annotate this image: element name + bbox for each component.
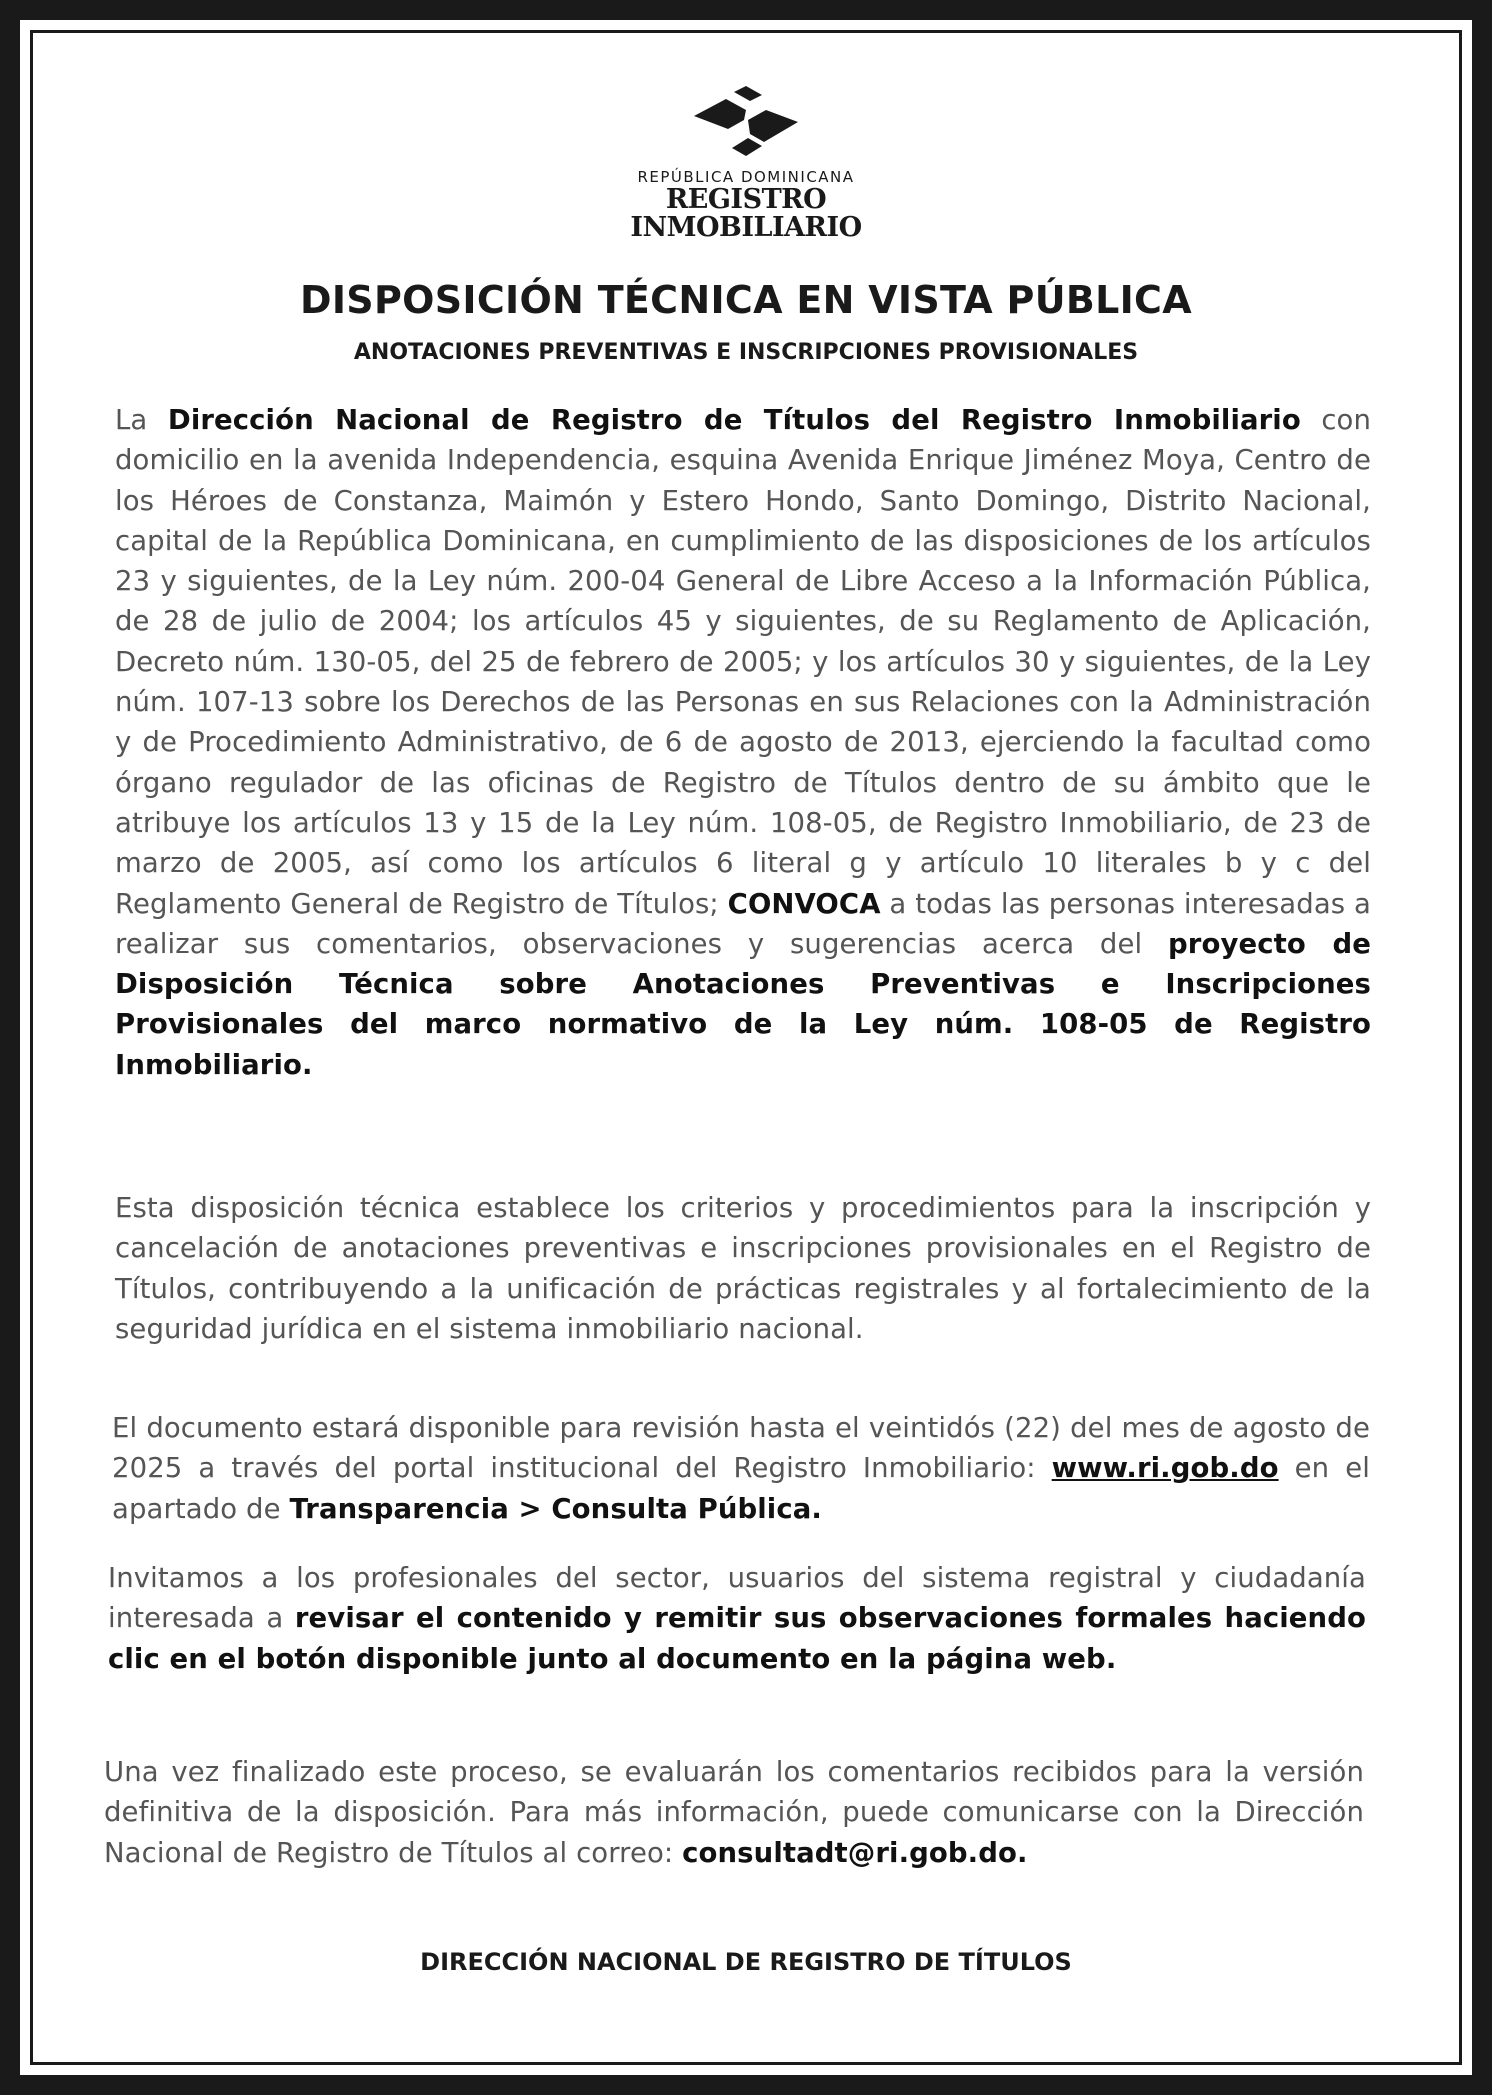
contact-email[interactable]: consultadt@ri.gob.do. — [682, 1836, 1028, 1869]
paragraph-invitation — [108, 1558, 1366, 1679]
p3-text-2: en el apartado de — [112, 1452, 1370, 1525]
paragraph-description: Esta disposición técnica establece los criterios y procedimientos para la inscripción y cancelación de anotaciones preventivas e inscripciones provisionales en el Registro de Títulos, contribuyendo a la unificación de prácticas registrales y al fortalecimiento de la seguridad jurídica en el sistema inmobiliario nacional. — [115, 1192, 1371, 1345]
signature: DIRECCIÓN NACIONAL DE REGISTRO DE TÍTULOS — [420, 1948, 1072, 1976]
p1-bold-1: Dirección Nacional de Registro de Títulos del Registro Inmobiliario — [167, 404, 1301, 436]
p1-bold-proyecto: proyecto de Disposición Técnica sobre Anotaciones Preventivas e Inscripciones Provisionales del marco normativo de la Ley núm. 108-05 de Registro Inmobiliario. — [115, 927, 1371, 1081]
paragraph-convocatoria — [115, 400, 1371, 1085]
p4-text-1: Invitamos a los profesionales del sector, usuarios del sistema registral y ciudadanía interesada a — [108, 1562, 1366, 1635]
logo — [0, 86, 1492, 242]
page-title: DISPOSICIÓN TÉCNICA EN VISTA PÚBLICA — [300, 278, 1192, 322]
paragraph-availability — [112, 1408, 1370, 1529]
p1-text-2: con domicilio en la avenida Independencia, esquina Avenida Enrique Jiménez Moya, Centro de los Héroes de Constanza, Maimón y Estero Hondo, Santo Domingo, Distrito Nacional, capital de la República Dominicana, en cumplimiento de las disposiciones de los artículos 23 y siguientes, de la Ley núm. 200-04 General de Libre Acceso a la Información Pública, de 28 de julio de 2004; los artículos 45 y siguientes, de su Reglamento de Aplicación, Decreto núm. 130-05, del 25 de febrero de 2005; y los artículos 30 y siguientes, de la Ley núm. 107-13 sobre los Derechos de las Personas en sus Relaciones con la Administración y de Procedimiento Administrativo, de 6 de agosto de 2013, ejerciendo la facultad como órgano regulador de las oficinas de Registro de Títulos dentro de su ámbito que le atribuye los artículos 13 y 15 de la Ley núm. 108-05, de Registro Inmobiliario, de 23 de marzo de 2005, así como los artículos 6 literal g y artículo 10 literales b y c del Reglamento General de Registro de Títulos; — [115, 404, 1372, 920]
registro-inmobiliario-logo-icon — [686, 86, 806, 156]
p3-text-1: El documento estará disponible para revisión hasta el veintidós (22) del mes de agosto de 2025 a través del portal institucional del Registro Inmobiliario: — [112, 1412, 1370, 1485]
logo-name-line2: INMOBILIARIO — [630, 212, 862, 243]
website-link[interactable]: www.ri.gob.do — [1051, 1452, 1279, 1485]
p1-bold-convoca: CONVOCA — [727, 887, 881, 920]
paragraph-closing — [104, 1752, 1364, 1873]
p1-text-1: La — [115, 404, 168, 436]
p5-text-1: Una vez finalizado este proceso, se evaluarán los comentarios recibidos para la versión definitiva de la disposición. Para más información, puede comunicarse con la Dirección Nacional de Registro de Títulos al correo: — [104, 1756, 1364, 1869]
logo-country: REPÚBLICA DOMINICANA — [637, 168, 855, 186]
page-subtitle: ANOTACIONES PREVENTIVAS E INSCRIPCIONES PROVISIONALES — [353, 340, 1139, 365]
p1-text-3: a todas las personas interesadas a realizar sus comentarios, observaciones y sugerencias acerca del — [115, 887, 1371, 960]
p4-bold-1: revisar el contenido y remitir sus observaciones formales haciendo clic en el botón disponible junto al documento en la página web. — [108, 1602, 1367, 1675]
p3-bold-section: Transparencia > Consulta Pública. — [289, 1492, 822, 1525]
logo-name-line1: REGISTRO — [665, 184, 827, 215]
